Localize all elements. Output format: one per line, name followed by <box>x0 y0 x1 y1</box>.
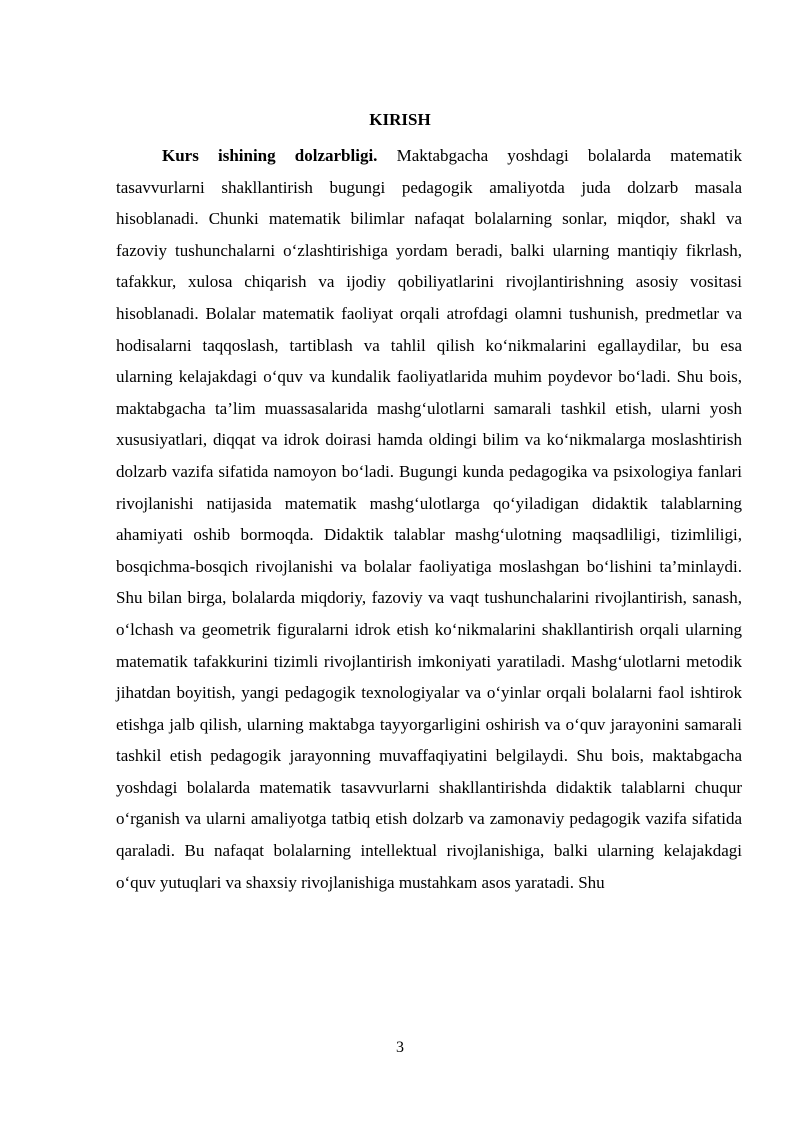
paragraph-lead: Kurs ishining dolzarbligi. <box>162 146 378 165</box>
page-number: 3 <box>396 1039 404 1056</box>
paragraph-body: Maktabgacha yoshdagi bolalarda matematik tasavvurlarni shakllantirish bugungi pedagogik amaliyotda juda dolzarb masala hisoblanadi. Chunki matematik bilimlar nafaqat bolalarning sonlar, miqdor, shakl va fazoviy tushunchalarni o‘zlashtirishiga yordam beradi, balki ularning mantiqiy fikrlash, tafakkur, xulosa chiqarish va ijodiy qobiliyatlarini rivojlantirishning asosiy vositasi hisoblanadi. Bolalar matematik faoliyat orqali atrofdagi olamni tushunish, predmetlar va hodisalarni taqqoslash, tartiblash va tahlil qilish ko‘nikmalarini egallaydilar, bu esa ularning kelajakdagi o‘quv va kundalik faoliyatlarida muhim poydevor bo‘ladi. Shu bois, maktabgacha ta’lim muassasalarida mashg‘ulotlarni samarali tashkil etish, ularni yosh xususiyatlari, diqqat va idrok doirasi hamda oldingi bilim va ko‘nikmalarga moslashtirish dolzarb vazifa sifatida namoyon bo‘ladi. Bugungi kunda pedagogika va psixologiya fanlari rivojlanishi natijasida matematik mashg‘ulotlarga qo‘yiladigan didaktik talablarning ahamiyati oshib bormoqda. Didaktik talablar mashg‘ulotning maqsadliligi, tizimliligi, bosqichma-bosqich rivojlanishi va bolalar faoliyatiga moslashgan bo‘lishini ta’minlaydi. Shu bilan birga, bolalarda miqdoriy, fazoviy va vaqt tushunchalarini rivojlantirish, sanash, o‘lchash va geometrik figuralarni idrok etish ko‘nikmalarini shakllantirish orqali ularning matematik tafakkurini tizimli rivojlantirish imkoniyati yaratiladi. Mashg‘ulotlarni metodik jihatdan boyitish, yangi pedagogik texnologiyalar va o‘yinlar orqali bolalarni faol ishtirok etishga jalb qilish, ularning maktabga tayyorgarligini oshirish va o‘quv jarayonini samarali tashkil etish pedagogik jarayonning muvaffaqiyatini belgilaydi. Shu bois, maktabgacha yoshdagi bolalarda matematik tasavvurlarni shakllantirishda didaktik talablarni chuqur o‘rganish va ularni amaliyotga tatbiq etish dolzarb va zamonaviy pedagogik vazifa sifatida qaraladi. Bu nafaqat bolalarning intellektual rivojlanishiga, balki ularning kelajakdagi o‘quv yutuqlari va shaxsiy rivojlanishiga mustahkam asos yaratadi. Shu <box>116 146 742 892</box>
section-title: KIRISH <box>369 110 431 129</box>
paragraph <box>116 140 742 898</box>
body-text <box>116 140 742 898</box>
